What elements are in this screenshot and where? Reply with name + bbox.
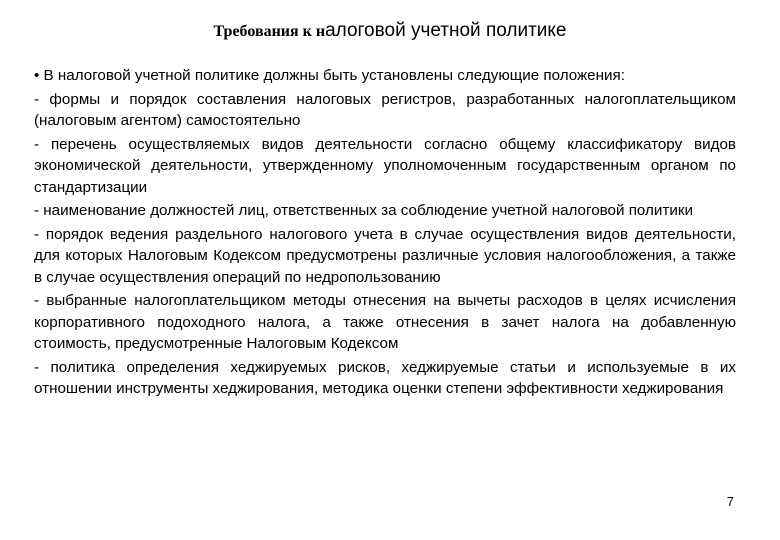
slide-title-part1: Требования к н (213, 23, 326, 40)
slide-title-part2: алоговой учетной политике (325, 20, 567, 41)
list-item-responsible-positions: - наименование должностей лиц, ответственных за соблюдение учетной налоговой политики (34, 202, 693, 219)
list-item-activity-types: - перечень осуществляемых видов деятельности согласно общему классификатору видов экономической деятельности, утвержденному уполномоченным государственным органом по стандартизации (34, 135, 736, 196)
slide-title (0, 18, 780, 45)
list-item-separate-accounting: - порядок ведения раздельного налогового учета в случае осуществления видов деятельности, для которых Налоговым Кодексом предусмотрены различные условия налогообложения, а также в случае осуществления операций по недропользованию (34, 225, 736, 286)
page-number: 7 (726, 494, 734, 509)
intro-bullet: • В налоговой учетной политике должны быть установлены следующие положения: (34, 67, 625, 84)
list-item-tax-registers: - формы и порядок составления налоговых регистров, разработанных налогоплательщиком (налоговым агентом) самостоятельно (34, 90, 736, 129)
list-item-hedging-policy: - политика определения хеджируемых рисков, хеджируемые статьи и используемые в их отношении инструменты хеджирования, методика оценки степени эффективности хеджирования (34, 358, 736, 397)
slide-body (34, 65, 736, 402)
list-item-deduction-methods: - выбранные налогоплательщиком методы отнесения на вычеты расходов в целях исчисления корпоративного подоходного налога, а также отнесения в зачет налога на добавленную стоимость, предусмотренные Налоговым Кодексом (34, 292, 736, 352)
